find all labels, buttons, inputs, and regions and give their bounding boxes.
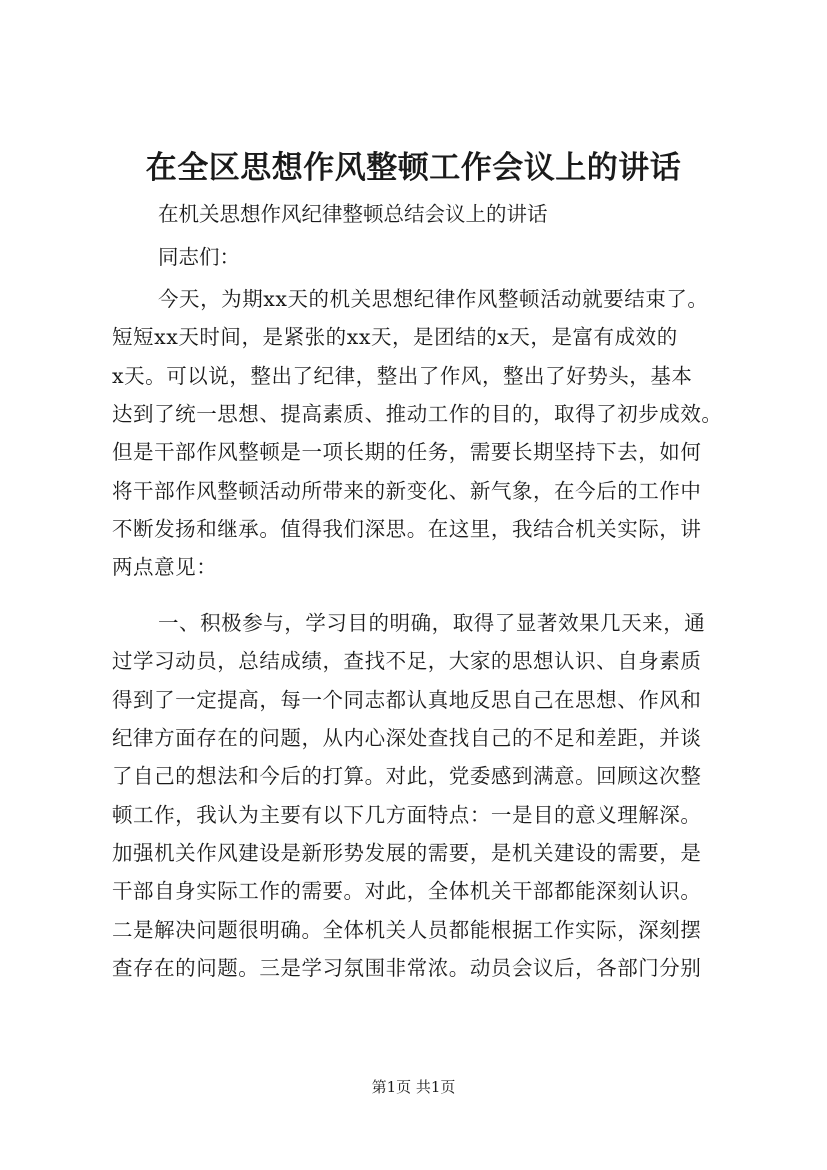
paragraph-line: 今天，为期xx天的机关思想纪律作风整顿活动就要结束了。 bbox=[158, 287, 709, 311]
document-title: 在全区思想作风整顿工作会议上的讲话 bbox=[145, 150, 682, 186]
paragraph-line: 纪律方面存在的问题，从内心深处查找自己的不足和差距，并谈 bbox=[112, 726, 702, 751]
paragraph-line: 但是干部作风整顿是一项长期的任务，需要长期坚持下去，如何 bbox=[112, 440, 702, 465]
document-subtitle: 在机关思想作风纪律整顿总结会议上的讲话 bbox=[158, 202, 548, 226]
paragraph-line: 顿工作，我认为主要有以下几方面特点：一是目的意义理解深。 bbox=[112, 802, 702, 827]
paragraph-line: 一、积极参与，学习目的明确，取得了显著效果几天来，通 bbox=[158, 611, 706, 635]
page-number-footer: 第1页 共1页 bbox=[371, 1078, 456, 1096]
paragraph-line: 干部自身实际工作的需要。对此，全体机关干部都能深刻认识。 bbox=[112, 879, 702, 904]
paragraph-line: 得到了一定提高，每一个同志都认真地反思自己在思想、作风和 bbox=[112, 687, 702, 712]
paragraph-line: 两点意见： bbox=[112, 555, 218, 580]
paragraph-line: 达到了统一思想、提高素质、推动工作的目的，取得了初步成效。 bbox=[112, 402, 723, 427]
paragraph-line: 不断发扬和继承。值得我们深思。在这里，我结合机关实际，讲 bbox=[112, 517, 702, 542]
paragraph-line: 查存在的问题。三是学习氛围非常浓。动员会议后，各部门分别 bbox=[112, 956, 702, 981]
paragraph-line: 将干部作风整顿活动所带来的新变化、新气象，在今后的工作中 bbox=[112, 478, 702, 503]
salutation: 同志们： bbox=[158, 245, 240, 269]
body-paragraph-2 bbox=[112, 604, 742, 987]
paragraph-line: 过学习动员，总结成绩，查找不足，大家的思想认识、自身素质 bbox=[112, 649, 702, 674]
paragraph-line: 短短xx天时间，是紧张的xx天，是团结的x天，是富有成效的 bbox=[112, 325, 678, 350]
paragraph-line: 加强机关作风建设是新形势发展的需要，是机关建设的需要，是 bbox=[112, 841, 702, 866]
body-paragraph-1 bbox=[112, 280, 742, 587]
paragraph-line: 二是解决问题很明确。全体机关人员都能根据工作实际，深刻摆 bbox=[112, 917, 702, 942]
paragraph-line: x天。可以说，整出了纪律，整出了作风，整出了好势头，基本 bbox=[112, 363, 693, 388]
paragraph-line: 了自己的想法和今后的打算。对此，党委感到满意。回顾这次整 bbox=[112, 764, 702, 789]
